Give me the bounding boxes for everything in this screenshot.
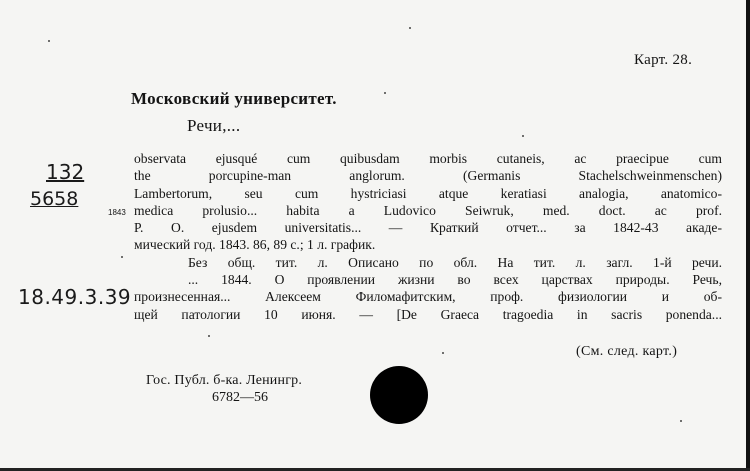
description-line: the porcupine-man anglorum. (Germanis Stachelschweinmenschen) [134,168,722,184]
description-line: щей патологии 10 июня. — [De Graeca tragoedia in sacris ponenda... [134,306,722,322]
scan-speck [48,40,50,42]
library-name: Гос. Публ. б-ка. Ленингр. [146,373,303,388]
scan-speck [384,92,386,94]
scan-speck [121,256,123,258]
description-line: произнесенная... Алексеем Филомафитским, проф. физиологии и об- [134,289,722,305]
description-line: ... 1844. О проявлении жизни во всех царствах природы. Речь, [188,272,722,288]
handwritten-number-top: 132 [46,160,85,184]
description-line: medica prolusio... habita a Ludovico Seiwruk, med. doct. ac prof. [134,202,722,218]
scan-speck [680,420,682,422]
institution-heading: Московский университет. [131,89,337,108]
description-line: Lambertorum, seu cum hystriciasi atque keratiasi analogia, anatomico- [134,185,722,201]
bibliographic-description [134,150,722,323]
scan-speck [442,352,444,354]
year-note: 1843 [108,208,126,217]
see-next-card-note: (См. след. карт.) [576,344,678,359]
description-line: мический год. 1843. 86, 89 с.; 1 л. график. [134,237,376,253]
scan-speck [522,135,524,137]
description-line: observata ejusqué cum quibusdam morbis cutaneis, ac praecipue cum [134,151,722,166]
scan-speck [409,27,411,29]
subject-heading: Речи,... [187,116,241,135]
handwritten-number-bottom: 5658 [30,188,79,210]
description-line: P. O. ejusdem universitatis... — Краткий отчет... за 1842-43 акаде- [134,220,722,236]
punch-hole [370,366,428,424]
scan-speck [208,335,210,337]
description-line: Без общ. тит. л. Описано по обл. На тит. л. загл. 1-й речи. [188,254,722,270]
scan-edge-right [746,0,750,471]
catalog-code: 6782—56 [212,390,268,405]
handwritten-shelf-mark: 18.49.3.39 [18,285,132,309]
card-number: Карт. 28. [634,52,693,68]
